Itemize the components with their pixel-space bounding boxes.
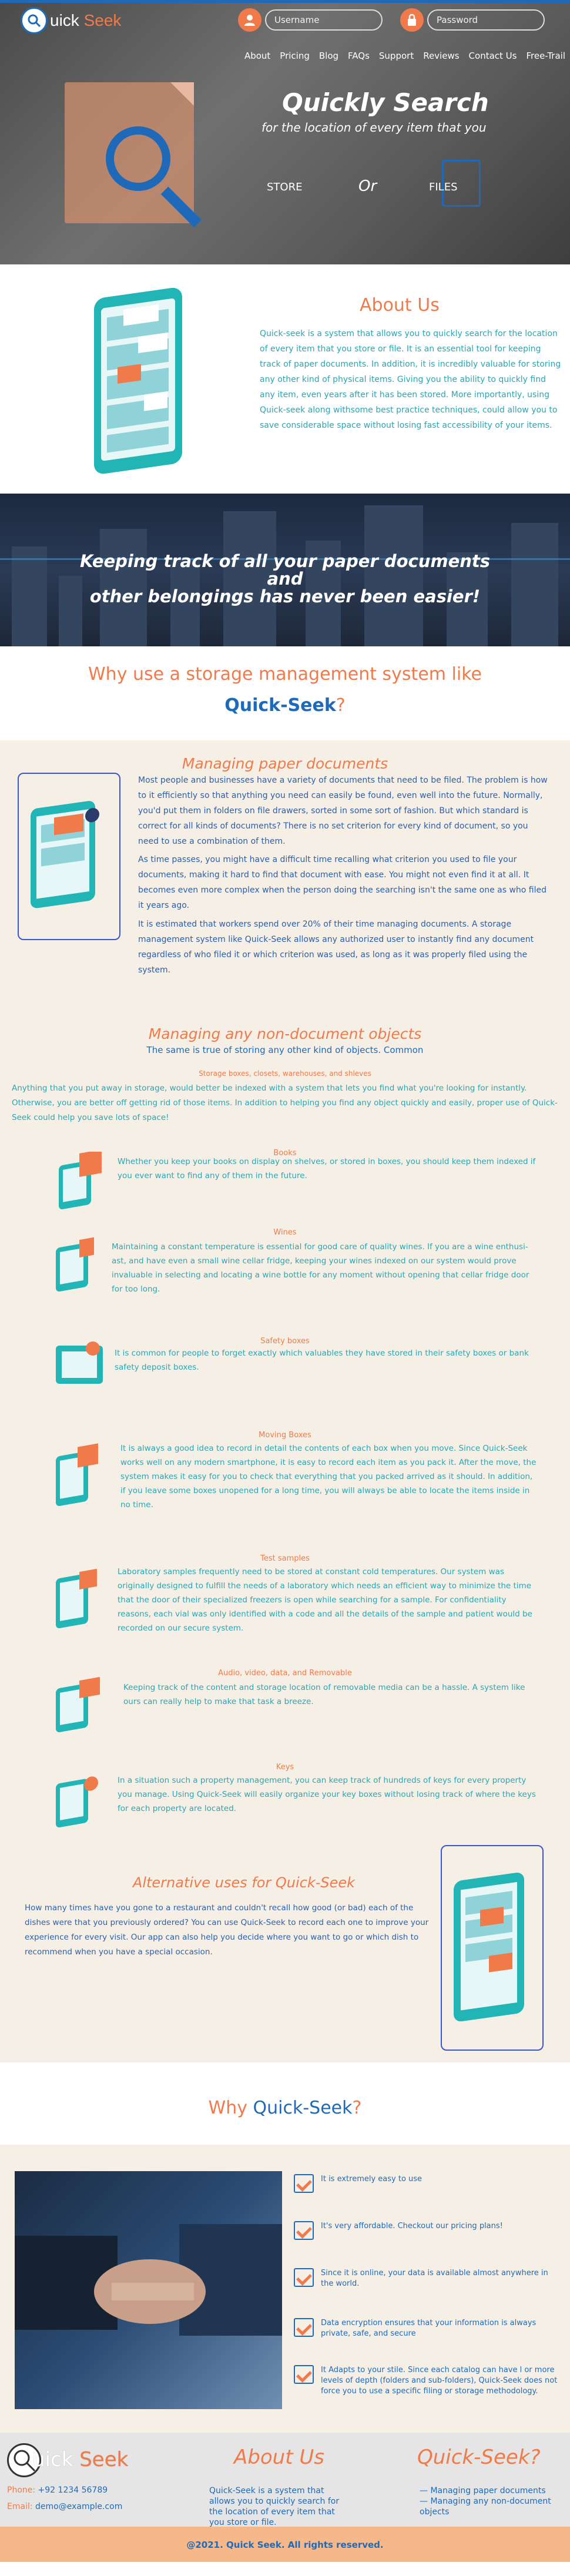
feature-text: It is extremely easy to use [321,2175,423,2183]
removable-media-illustration [53,1675,112,1739]
feature-item [294,2174,562,2193]
top-accent-line [0,0,570,3]
document-fold [170,82,194,106]
item-moving-boxes [0,1431,570,1510]
feature-item [294,2268,562,2289]
footer-link-non-docs[interactable]: — Managing any non-document objects [420,2497,551,2517]
about-section [0,264,570,494]
nav-support[interactable]: Support [378,51,414,61]
building-shape [511,523,558,646]
non-document-examples: Storage boxes, closets, warehouses, and shleves [199,1069,371,1078]
footer-about-title: About Us [234,2446,324,2469]
checkbox-check-icon [294,2221,314,2240]
nav-reviews[interactable]: Reviews [423,51,460,61]
nav-free-trail[interactable]: Free-Trail [526,51,565,61]
hero [0,0,570,264]
footer-about-text: Quick-Seek is a system that allows you to quickly search for the location of every item that you store or file. [209,2486,340,2527]
feature-text: It Adapts to your stile. Since each catalog can have l or more levels of depth (folders and sub-folders), Quick-Seek does not force you to use a specific filing or storage methodology. [321,2366,558,2396]
footer-logo-text[interactable]: uick Seek [32,2448,129,2471]
moving-boxes-illustration [53,1443,109,1513]
copyright-bar [0,2527,570,2562]
phone-filing-illustration [442,1846,542,2050]
why-title-section [0,646,570,740]
non-document-subtitle: The same is true of storing any other kind of objects. Common [146,1045,424,1055]
email-link[interactable]: demo@example.com [35,2502,123,2511]
password-input[interactable] [427,9,545,31]
phone-number[interactable]: +92 1234 56789 [38,2486,108,2495]
item-label: Wines [273,1228,297,1237]
item-test-samples [0,1554,570,1633]
item-safety-boxes [0,1337,570,1372]
alternative-uses-text: How many times have you gone to a restaurant and couldn't recall how good (or bad) each of the dishes were that you previously ordered? You can use Quick-Seek to record each one to improve your experience for every visit. Our app can also help you decide where you want to go or which dish to recommend when you have a special occasion. [25,1903,429,1957]
checkbox-check-icon [294,2365,314,2384]
non-document-title: Managing any non-document objects [148,1025,422,1042]
illustration-frame [18,773,120,940]
why-title-line1: Why use a storage management system like [88,664,482,685]
feature-text: It's very affordable. Checkout our pricing plans! [321,2222,503,2230]
item-text: Laboratory samples frequently need to be stored at constant cold temperatures. Our system was originally designed to fulfill the needs of a laboratory which needs an efficient way to minimize the time that the door of their specialized freezers is open while searching for a sample. For confidentiality reasons, each vial was only identified with a code and all the details of the sample and patient would be recorded on our secure system. [118,1567,532,1633]
item-label: Audio, video, data, and Removable [218,1669,352,1678]
item-text: In a situation such a property management, you can keep track of hundreds of keys for every property you manage. Using Quick-Seek will easily organize your key boxes without losing track of where the keys for each property are located. [118,1776,536,1813]
item-text: Maintaining a constant temperature is essential for good care of quality wines. If you are a wine enthusi-ast, and have even a small wine cellar fridge, keeping your wines indexed on our system would prove invaluable in selecting and locating a wine bottle for any moment without opening that cellar fridge door for too long. [112,1242,529,1294]
building-shape [12,546,47,646]
phone-documents-illustration [19,774,119,939]
lock-icon [400,8,424,32]
test-samples-illustration [53,1565,109,1635]
feature-item [294,2318,562,2339]
item-label: Moving Boxes [259,1431,311,1440]
nav-faqs[interactable]: FAQs [348,51,370,61]
keys-illustration [53,1770,112,1834]
item-label: Keys [276,1763,294,1772]
footer-email: Email: demo@example.com [7,2502,123,2511]
content-section [0,740,570,2062]
paper-docs-paragraph-1: Most people and businesses have a variety of documents that need to be filed. The problem is how to it efficiently so that anything you need can easily be found, even well into the future. Normally, you'd put them in folders on file drawers, sorted in some sort of fashion. But which standard is correct for all kinds of documents? There is no set criterion for every kind of document, so you need to use a combination of them. [138,776,548,846]
alternative-uses-title: Alternative uses for Quick-Seek [132,1874,356,1891]
paper-docs-paragraph-2: As time passes, you might have a difficult time recalling what criterion you used to file your documents, making it hard to find that document with ease. You might not even find it at all. It becomes even more complex when the person doing the searching isn't the same one as who filed it years ago. [138,855,547,910]
why-title-line2: Quick-Seek? [224,695,346,716]
item-text: Whether you keep your books on display on shelves, or stored in boxes, you should keep them indexed if you ever want to find any of them in the future. [118,1157,536,1180]
copyright-text: @2021. Quick Seek. All rights reserved. [186,2540,384,2550]
main-nav [244,51,565,61]
banner-headline: Keeping track of all your paper documents and other belongings has never been easier! [79,551,491,606]
hero-subtitle: for the location of every item that you [261,120,487,135]
logo-text: uick Seek [50,11,122,29]
footer-link-paper-docs[interactable]: — Managing paper documents [420,2486,546,2496]
item-wines [0,1228,570,1294]
hero-store-label: STORE [267,181,303,193]
user-icon [238,8,261,32]
nav-contact-us[interactable]: Contact Us [468,51,517,61]
wines-illustration [53,1234,109,1293]
item-label: Books [273,1149,297,1158]
checkbox-check-icon [294,2174,314,2193]
item-removable-media [0,1669,570,1706]
feature-text: Data encryption ensures that your information is always private, safe, and secure [321,2319,537,2338]
about-text: Quick-seek is a system that allows you to quickly search for the location of every item that you store or file. It is an essential tool for keeping track of paper documents. In addition, it is incredibly valuable for storing any other kind of physical items. Giving you the ability to quickly find any item, even years after it has been stored. More importantly, using Quick-seek along withsome best practice techniques, could allow you to save considerable space without losing fast accessibility of your items. [260,329,561,430]
item-label: Safety boxes [260,1337,310,1346]
logo-magnifier-icon [21,7,48,34]
item-keys [0,1763,570,1813]
logo[interactable] [21,7,121,34]
footer-phone: Phone: +92 1234 56789 [7,2486,108,2495]
nav-about[interactable]: About [244,51,271,61]
footer-quick-seek-title: Quick-Seek? [417,2446,541,2469]
item-text: It is always a good idea to record in detail the contents of each box when you move. Since Quick-Seek works well on any modern smartphone, it is easy to record each item as you pack it. After the move, the system makes it easy for you to check that everything that you packed arrived as it should. In addition, if you leave some boxes unopened for a long time, you will always be able to locate the items inside in no time. [120,1444,537,1510]
handshake-photo [15,2171,282,2409]
about-title: About Us [360,295,440,316]
features-section [0,2145,570,2433]
feature-item [294,2365,562,2397]
nav-pricing[interactable]: Pricing [280,51,310,61]
feature-text: Since it is online, your data is available almost anywhere in the world. [321,2269,548,2288]
hero-title: Quickly Search [282,88,489,117]
item-text: Keeping track of the content and storage location of removable media can be a hassle. A system like ours can really help to make that task a breeze. [123,1683,525,1706]
hero-or-label: Or [358,177,377,195]
footer [0,2433,570,2527]
paper-docs-paragraph-3: It is estimated that workers spend over 20% of their time managing documents. A storage management system like Quick-Seek allows any authorized user to instantly find any document regardless of who filed it or which criterion was used, as long as it was properly filed using the system. [138,920,534,975]
paper-docs-title: Managing paper documents [182,755,388,772]
magnifier-icon [106,126,170,191]
checkbox-check-icon [294,2268,314,2287]
hero-files-label: FILES [429,181,458,193]
nav-blog[interactable]: Blog [318,51,339,61]
city-banner [0,494,570,646]
why-quick-seek-heading: Why Quick-Seek? [0,2062,570,2145]
non-document-intro: Anything that you put away in storage, would better be indexed with a system that lets you find what you're looking for instantly. Otherwise, you are better off getting rid of those items. In addition to helping you find any object quickly and easily, proper use of Quick-Seek could help you save lots of space! [12,1084,558,1122]
illustration-frame [441,1845,544,2051]
login-form [238,8,562,32]
username-input[interactable] [265,9,383,31]
phone-filing-illustration [88,282,194,476]
item-books [0,1149,570,1180]
safety-box-illustration [53,1340,112,1393]
item-label: Test samples [260,1554,310,1563]
books-illustration [56,1152,112,1210]
item-text: It is common for people to forget exactly which valuables they have stored in their safety boxes or bank safety deposit boxes. [115,1349,529,1372]
checkbox-check-icon [294,2318,314,2337]
feature-item [294,2221,562,2240]
